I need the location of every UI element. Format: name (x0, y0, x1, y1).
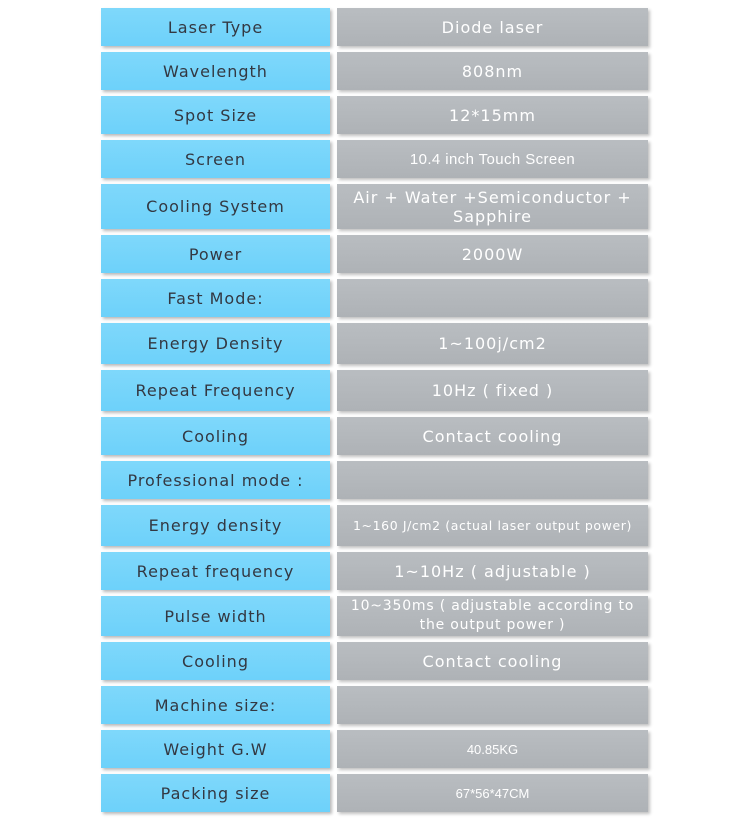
spec-value-text: 67*56*47CM (455, 785, 530, 801)
spec-value (337, 52, 648, 90)
spec-value (337, 461, 648, 499)
spec-label: Laser Type (101, 8, 330, 46)
spec-value-text: 808nm (461, 61, 524, 81)
spec-value (337, 96, 648, 134)
spec-value (337, 686, 648, 724)
spec-label: Weight G.W (101, 730, 330, 768)
spec-value-text: Contact cooling (422, 651, 563, 671)
spec-label: Energy density (101, 505, 330, 546)
spec-row-cooling-pro (101, 642, 648, 680)
spec-row-spot-size (101, 96, 648, 134)
spec-label: Repeat Frequency (101, 370, 330, 411)
spec-label: Spot Size (101, 96, 330, 134)
spec-value-text: 12*15mm (449, 105, 536, 125)
spec-row-power (101, 235, 648, 273)
spec-row-wavelength (101, 52, 648, 90)
spec-label: Machine size: (101, 686, 330, 724)
spec-label: Energy Density (101, 323, 330, 364)
spec-value (337, 596, 648, 636)
spec-value (337, 8, 648, 46)
spec-value (337, 642, 648, 680)
spec-value (337, 184, 648, 229)
spec-value (337, 140, 648, 178)
spec-value (337, 730, 648, 768)
spec-row-repeat-frequency-pro (101, 552, 648, 590)
spec-row-energy-density-fast (101, 323, 648, 364)
spec-row-screen (101, 140, 648, 178)
spec-value (337, 552, 648, 590)
spec-value (337, 235, 648, 273)
spec-value-text: 2000W (461, 244, 524, 264)
spec-value (337, 370, 648, 411)
spec-row-cooling-fast (101, 417, 648, 455)
spec-value (337, 417, 648, 455)
spec-row-fast-mode (101, 279, 648, 317)
spec-row-repeat-frequency-fast (101, 370, 648, 411)
spec-value (337, 505, 648, 546)
spec-value-text: Contact cooling (422, 426, 563, 446)
spec-value-text: Diode laser (441, 17, 544, 37)
spec-label: Pulse width (101, 596, 330, 636)
spec-value (337, 279, 648, 317)
spec-row-pulse-width (101, 596, 648, 636)
spec-value (337, 323, 648, 364)
spec-row-cooling-system (101, 184, 648, 229)
spec-label: Power (101, 235, 330, 273)
spec-label: Cooling (101, 642, 330, 680)
spec-label: Repeat frequency (101, 552, 330, 590)
spec-value-text: 1~100j/cm2 (438, 334, 547, 353)
spec-value-text: 10Hz ( fixed ) (431, 381, 554, 400)
spec-value-text: 1~160 J/cm2 (actual laser output power) (352, 518, 633, 533)
spec-value-text: 10.4 inch Touch Screen (409, 150, 576, 168)
spec-row-professional-mode (101, 461, 648, 499)
spec-value-text: Air + Water +Semiconductor + Sapphire (353, 187, 632, 226)
spec-value-text: 10~350ms ( adjustable according to the output power ) (350, 598, 635, 633)
spec-label: Fast Mode: (101, 279, 330, 317)
spec-row-packing-size (101, 774, 648, 812)
spec-row-weight (101, 730, 648, 768)
spec-row-laser-type (101, 8, 648, 46)
spec-label: Packing size (101, 774, 330, 812)
spec-label: Wavelength (101, 52, 330, 90)
spec-label: Professional mode : (101, 461, 330, 499)
spec-label: Screen (101, 140, 330, 178)
spec-row-machine-size (101, 686, 648, 724)
spec-label: Cooling (101, 417, 330, 455)
spec-value (337, 774, 648, 812)
spec-value-text: 40.85KG (466, 741, 519, 757)
spec-label: Cooling System (101, 184, 330, 229)
spec-row-energy-density-pro (101, 505, 648, 546)
spec-value-text: 1~10Hz ( adjustable ) (394, 561, 591, 581)
